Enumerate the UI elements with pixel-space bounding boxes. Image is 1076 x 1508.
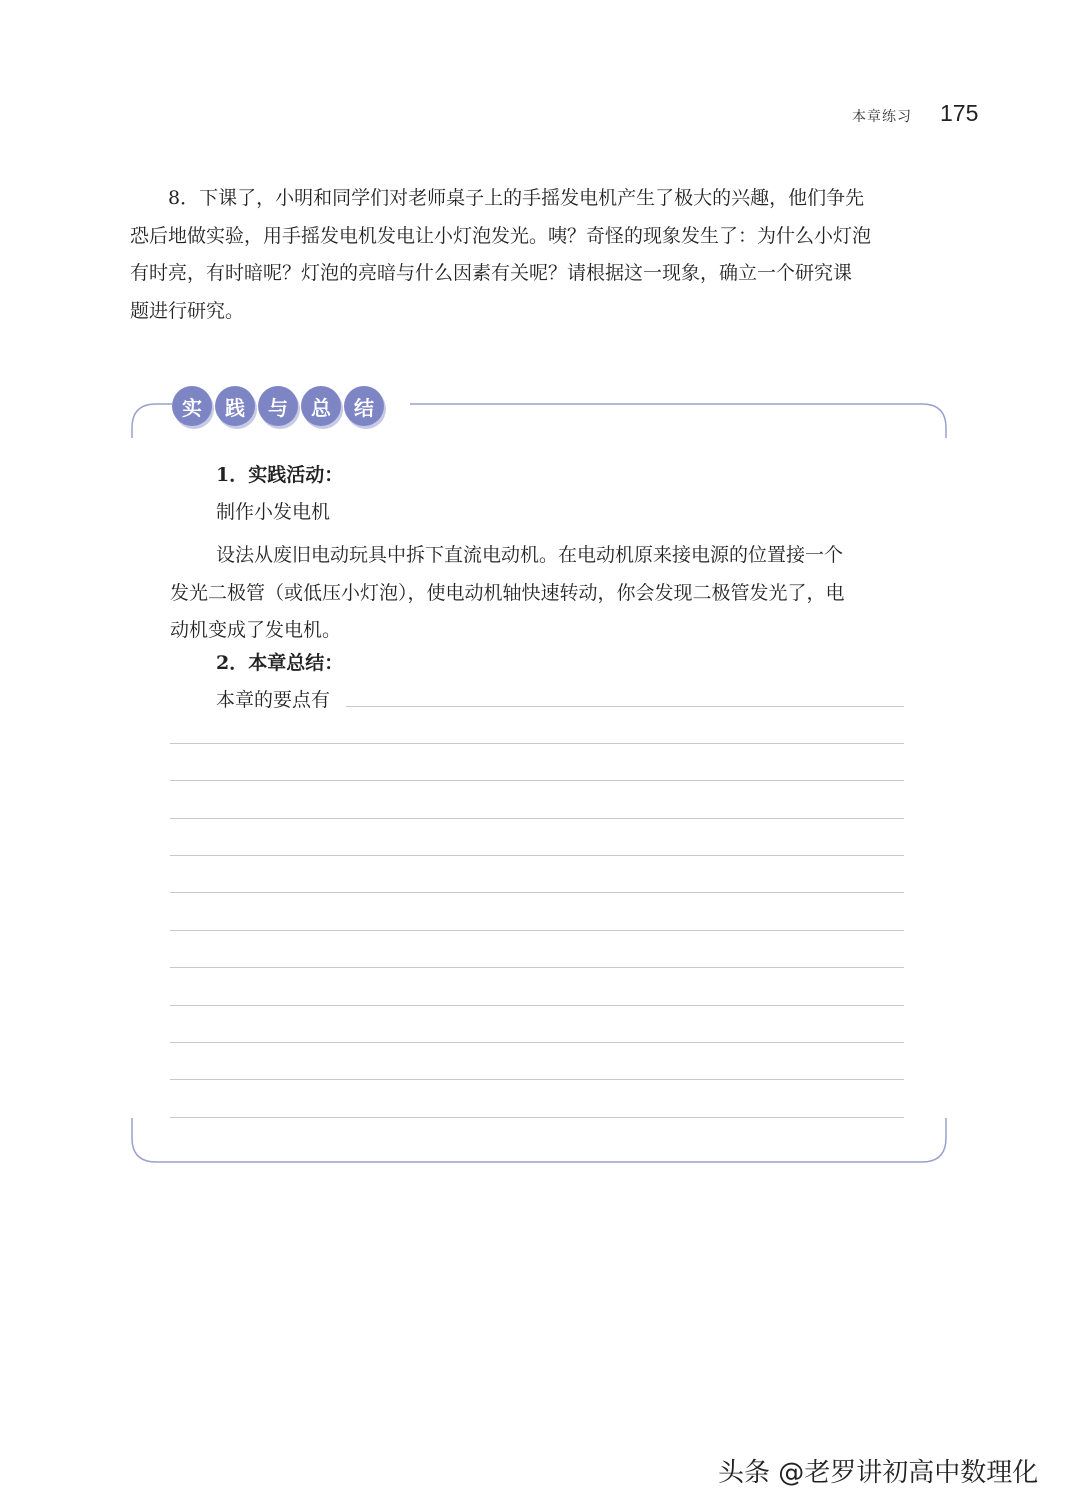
- section-title-char: 结: [344, 386, 384, 426]
- answer-line[interactable]: [170, 892, 904, 893]
- item-1-body: [170, 537, 906, 650]
- section-title-char: 践: [215, 386, 255, 426]
- answer-line[interactable]: [170, 1117, 904, 1118]
- section-title-char: 实: [172, 386, 212, 426]
- item-2-title: 2．本章总结：: [216, 652, 344, 674]
- question-8-line: 题进行研究。: [130, 299, 245, 322]
- section-title-char: 与: [258, 386, 298, 426]
- answer-line[interactable]: [170, 967, 904, 968]
- section-title-char: 总: [301, 386, 341, 426]
- answer-line[interactable]: [170, 930, 904, 931]
- item-1-body-line: 发光二极管（或低压小灯泡），使电动机轴快速转动，你会发现二极管发光了，电: [170, 581, 845, 604]
- item-1-body-line: 动机变成了发电机。: [170, 619, 342, 641]
- answer-line[interactable]: [170, 1042, 904, 1043]
- watermark: 头条 @老罗讲初高中数理化: [718, 1458, 1039, 1488]
- question-8-line: 有时亮，有时暗呢？灯泡的亮暗与什么因素有关呢？请根据这一现象，确立一个研究课: [130, 262, 853, 284]
- question-8-line: 8．下课了，小明和同学们对老师桌子上的手摇发电机产生了极大的兴趣，他们争先: [168, 187, 865, 209]
- item-1-body-line: 设法从废旧电动玩具中拆下直流电动机。在电动机原来接电源的位置接一个: [216, 544, 844, 566]
- section-title: [172, 386, 384, 426]
- answer-line[interactable]: [170, 743, 904, 744]
- answer-line[interactable]: [170, 855, 904, 856]
- answer-line[interactable]: [170, 780, 904, 781]
- answer-line[interactable]: [170, 1079, 904, 1080]
- header-label: 本章练习: [852, 109, 912, 125]
- item-2-prompt: 本章的要点有: [216, 689, 331, 711]
- page-number: 175: [940, 100, 979, 126]
- answer-line[interactable]: [170, 818, 904, 819]
- item-1-title: 1．实践活动：: [216, 464, 344, 486]
- answer-line[interactable]: [170, 1005, 904, 1006]
- question-8-line: 恐后地做实验，用手摇发电机发电让小灯泡发光。咦？奇怪的现象发生了：为什么小灯泡: [130, 224, 872, 247]
- answer-line[interactable]: [346, 706, 904, 707]
- item-1-subtitle: 制作小发电机: [216, 501, 331, 523]
